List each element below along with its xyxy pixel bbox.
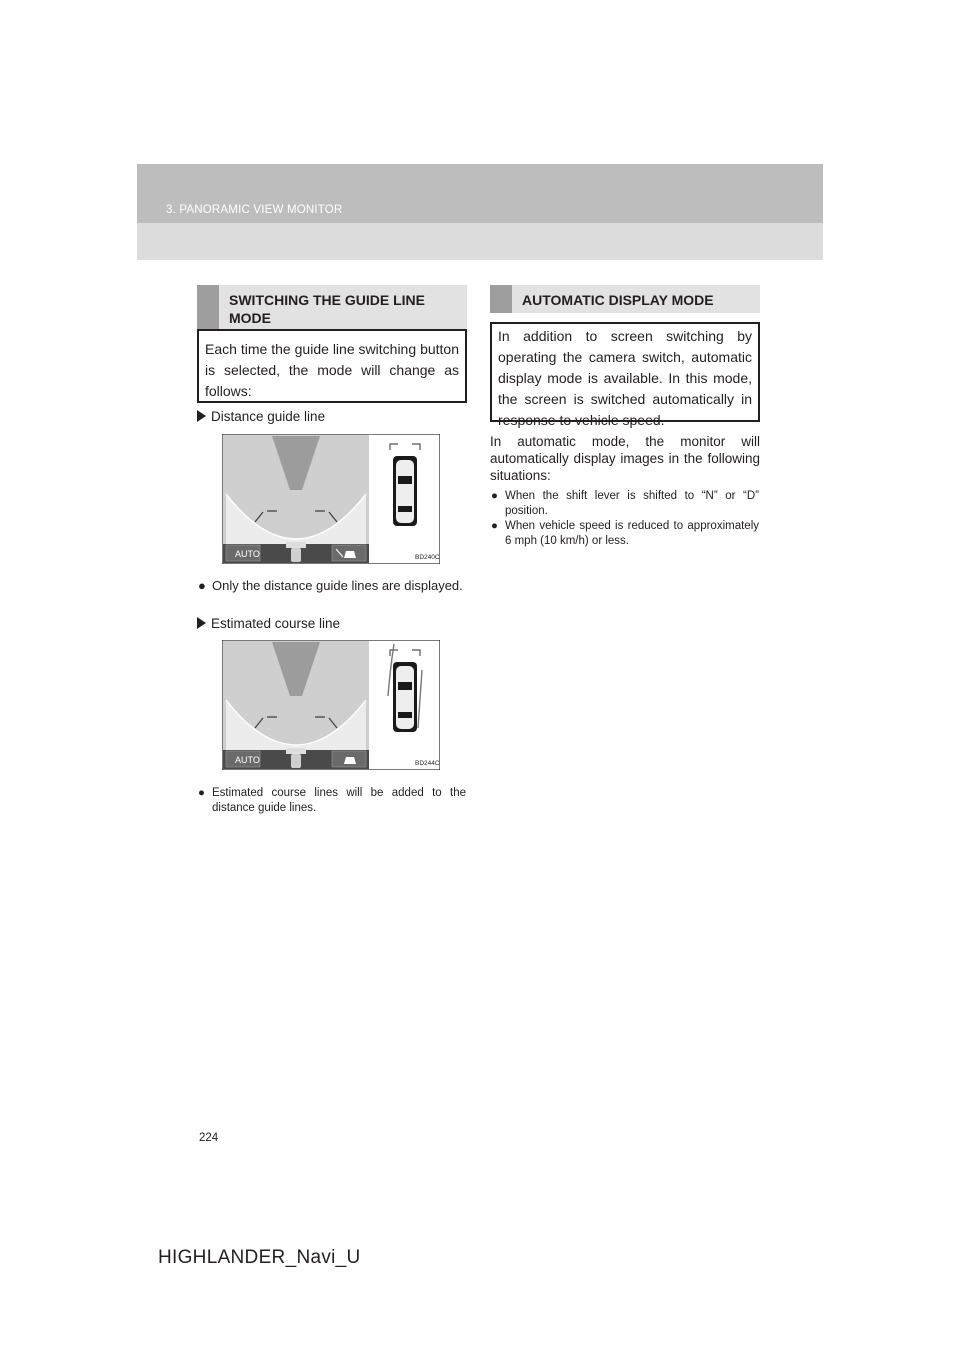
left-intro-text: Each time the guide line switching button is selected, the mode will change as follows: <box>205 341 459 399</box>
item-distance-guide-line <box>197 409 325 424</box>
note-text: Only the distance guide lines are displayed. <box>212 578 463 593</box>
automatic-mode-paragraph: In automatic mode, the monitor will automatically display images in the following situations: <box>490 434 760 483</box>
section-label: 3. PANORAMIC VIEW MONITOR <box>166 204 343 216</box>
header-band <box>137 164 823 260</box>
heading-tab <box>490 285 512 313</box>
bullet-text: When the shift lever is shifted to “N” or “D” position. <box>505 490 759 517</box>
figure-code: BD240C <box>415 554 440 561</box>
auto-button-label: AUTO <box>235 755 260 765</box>
figure-distance-guide-line <box>222 434 440 564</box>
bullet-icon: ● <box>491 520 498 532</box>
heading-tab <box>197 285 219 329</box>
right-section-heading <box>490 285 760 313</box>
bullet-text: When vehicle speed is reduced to approximately 6 mph (10 km/h) or less. <box>505 520 759 547</box>
arrow-icon <box>197 410 206 422</box>
bullet-icon: ● <box>491 490 498 502</box>
right-heading-title: AUTOMATIC DISPLAY MODE <box>522 292 714 308</box>
auto-button-label: AUTO <box>235 549 260 559</box>
figure-estimated-course-line <box>222 640 440 770</box>
bullet-icon: ● <box>198 787 205 799</box>
item-label: Distance guide line <box>211 409 326 424</box>
arrow-icon <box>197 617 206 629</box>
left-section-heading <box>197 285 467 329</box>
item-label: Estimated course line <box>211 616 341 631</box>
left-heading-title: SWITCHING THE GUIDE LINE MODE <box>229 292 425 326</box>
note-text: Estimated course lines will be added to the distance guide lines. <box>212 787 466 814</box>
bullet-icon: ● <box>198 578 206 593</box>
header-top-bar <box>137 164 823 223</box>
footer-manual-id: HIGHLANDER_Navi_U <box>158 1247 361 1268</box>
page-number: 224 <box>199 1132 219 1144</box>
item-estimated-course-line <box>197 616 340 631</box>
left-intro-box <box>197 329 467 403</box>
right-intro-box <box>490 322 760 428</box>
right-intro-text: In addition to screen switching by operating the camera switch, automatic display mode is available. In this mode, the screen is switched automatically in response to vehicle speed. <box>498 328 752 428</box>
figure-code: BD244C <box>415 760 440 767</box>
